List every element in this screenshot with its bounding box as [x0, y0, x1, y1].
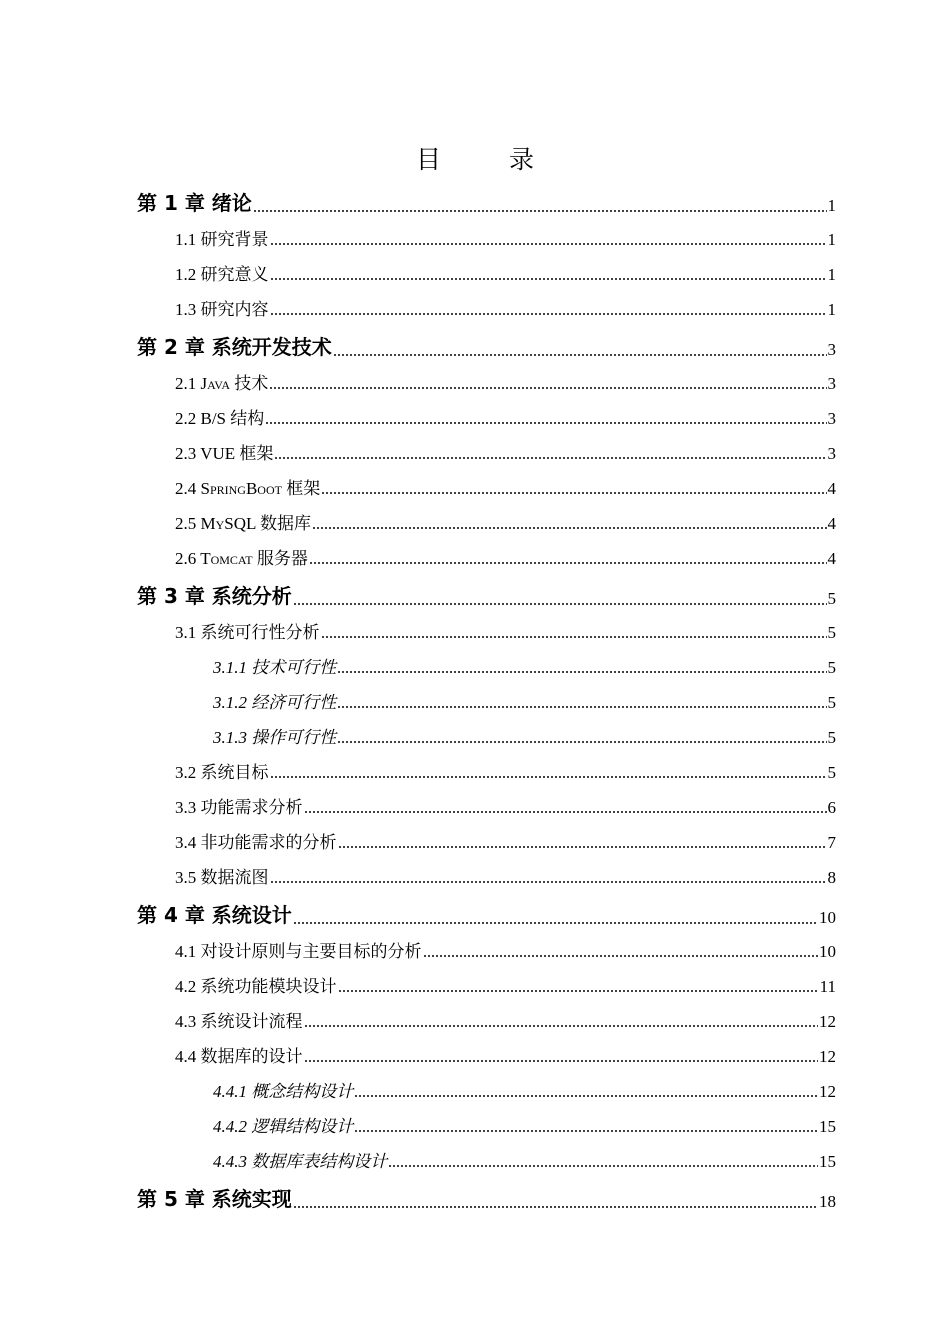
dot-leader [321, 491, 826, 495]
dot-leader [270, 312, 827, 316]
toc-section-entry[interactable] [137, 859, 836, 894]
dot-leader [423, 954, 819, 958]
toc-section-entry[interactable] [137, 1073, 836, 1108]
toc-page-number: 1 [827, 196, 836, 215]
dot-leader [274, 456, 826, 460]
toc-section-entry[interactable] [137, 649, 836, 684]
toc-entry-label: 3.4 非功能需求的分析 [175, 833, 337, 852]
toc-page-number: 8 [827, 868, 836, 887]
toc-page-number: 15 [819, 1152, 836, 1171]
toc-section-entry[interactable] [137, 470, 836, 505]
toc-entry-label: 4.4.3 数据库表结构设计 [213, 1152, 388, 1171]
dot-leader [293, 602, 827, 606]
dot-leader [304, 1059, 819, 1063]
toc-entry-label: 2.6 Tomcat 服务器 [175, 549, 308, 568]
toc-page-number: 5 [827, 693, 836, 712]
dot-leader [338, 989, 819, 993]
toc-page-number: 12 [819, 1047, 836, 1066]
toc-page-number: 1 [827, 230, 836, 249]
dot-leader [293, 1205, 818, 1209]
toc-section-entry[interactable] [137, 719, 836, 754]
toc-entry-label: 3.1.3 操作可行性 [213, 728, 337, 747]
toc-section-entry[interactable] [137, 824, 836, 859]
toc-page-number: 15 [819, 1117, 836, 1136]
dot-leader [304, 1024, 819, 1028]
dot-leader [321, 635, 827, 639]
dot-leader [337, 740, 826, 744]
toc-section-entry[interactable] [137, 1143, 836, 1178]
toc-entry-label: 2.4 SpringBoot 框架 [175, 479, 321, 498]
toc-page-number: 11 [819, 977, 836, 996]
toc-page-number: 1 [827, 265, 836, 284]
toc-page-number: 4 [827, 514, 836, 533]
dot-leader [270, 277, 827, 281]
toc-section-entry[interactable] [137, 684, 836, 719]
toc-page-number: 3 [827, 409, 836, 428]
toc-entry-label: 3.3 功能需求分析 [175, 798, 303, 817]
dot-leader [337, 705, 826, 709]
toc-entry-label: 4.1 对设计原则与主要目标的分析 [175, 942, 422, 961]
toc-page-number: 18 [819, 1192, 836, 1211]
toc-entry-label: 3.2 系统目标 [175, 763, 269, 782]
toc-section-entry[interactable] [137, 968, 836, 1003]
toc-page-number: 5 [827, 728, 836, 747]
toc-section-entry[interactable] [137, 1038, 836, 1073]
toc-section-entry[interactable] [137, 435, 836, 470]
toc-page-number: 12 [819, 1082, 836, 1101]
toc-chapter-entry[interactable] [137, 1180, 836, 1217]
toc-page-number: 5 [827, 589, 836, 608]
dot-leader [388, 1164, 818, 1168]
toc-section-entry[interactable] [137, 1003, 836, 1038]
toc-entry-label: 4.4 数据库的设计 [175, 1047, 303, 1066]
toc-entry-label: 1.1 研究背景 [175, 230, 269, 249]
toc-entry-label: 4.4.1 概念结构设计 [213, 1082, 354, 1101]
toc-entry-label: 第 4 章 系统设计 [137, 903, 292, 927]
toc-section-entry[interactable] [137, 400, 836, 435]
toc-section-entry[interactable] [137, 256, 836, 291]
dot-leader [354, 1094, 818, 1098]
toc-entry-label: 第 2 章 系统开发技术 [137, 335, 332, 359]
toc-section-entry[interactable] [137, 365, 836, 400]
toc-page-number: 4 [827, 549, 836, 568]
toc-page-number: 7 [827, 833, 836, 852]
toc-entry-label: 1.2 研究意义 [175, 265, 269, 284]
toc-chapter-entry[interactable] [137, 328, 836, 365]
toc-section-entry[interactable] [137, 754, 836, 789]
toc-entry-label: 3.1.1 技术可行性 [213, 658, 337, 677]
toc-page-number: 5 [827, 623, 836, 642]
toc-page-number: 1 [827, 300, 836, 319]
dot-leader [309, 561, 827, 565]
toc-chapter-entry[interactable] [137, 577, 836, 614]
toc-section-entry[interactable] [137, 789, 836, 824]
toc-entry-label: 第 1 章 绪论 [137, 191, 252, 215]
toc-entry-label: 2.3 VUE 框架 [175, 444, 274, 463]
toc-section-entry[interactable] [137, 614, 836, 649]
toc-entry-label: 2.1 Java 技术 [175, 374, 269, 393]
dot-leader [270, 775, 827, 779]
toc-page-number: 3 [827, 444, 836, 463]
toc-page-number: 3 [827, 340, 836, 359]
toc-page-number: 3 [827, 374, 836, 393]
dot-leader [337, 670, 826, 674]
toc-page-number: 4 [827, 479, 836, 498]
dot-leader [338, 845, 827, 849]
toc-entry-label: 第 3 章 系统分析 [137, 584, 292, 608]
toc-page-number: 5 [827, 658, 836, 677]
toc-entry-label: 3.1 系统可行性分析 [175, 623, 320, 642]
dot-leader [270, 242, 827, 246]
dot-leader [265, 421, 826, 425]
dot-leader [253, 209, 827, 213]
toc-section-entry[interactable] [137, 1108, 836, 1143]
toc-entry-label: 4.2 系统功能模块设计 [175, 977, 337, 996]
toc-section-entry[interactable] [137, 221, 836, 256]
toc-title: 目 录 [416, 145, 564, 174]
toc-chapter-entry[interactable] [137, 184, 836, 221]
toc-chapter-entry[interactable] [137, 896, 836, 933]
toc-entry-label: 4.3 系统设计流程 [175, 1012, 303, 1031]
dot-leader [269, 386, 826, 390]
toc-section-entry[interactable] [137, 933, 836, 968]
dot-leader [354, 1129, 818, 1133]
dot-leader [304, 810, 827, 814]
toc-page-number: 10 [819, 908, 836, 927]
toc-entry-label: 2.2 B/S 结构 [175, 409, 265, 428]
toc-entry-label: 第 5 章 系统实现 [137, 1187, 292, 1211]
toc-page-number: 12 [819, 1012, 836, 1031]
toc-section-entry[interactable] [137, 505, 836, 540]
dot-leader [270, 880, 827, 884]
dot-leader [293, 921, 818, 925]
toc-section-entry[interactable] [137, 540, 836, 575]
toc-entry-label: 3.1.2 经济可行性 [213, 693, 337, 712]
dot-leader [333, 353, 827, 357]
toc-page-number: 6 [827, 798, 836, 817]
toc-entry-label: 2.5 MySQL 数据库 [175, 514, 312, 533]
toc-entry-label: 4.4.2 逻辑结构设计 [213, 1117, 354, 1136]
toc-section-entry[interactable] [137, 291, 836, 326]
table-of-contents [137, 182, 836, 1217]
dot-leader [312, 526, 826, 530]
toc-entry-label: 3.5 数据流图 [175, 868, 269, 887]
toc-page-number: 10 [819, 942, 836, 961]
toc-entry-label: 1.3 研究内容 [175, 300, 269, 319]
toc-page-number: 5 [827, 763, 836, 782]
